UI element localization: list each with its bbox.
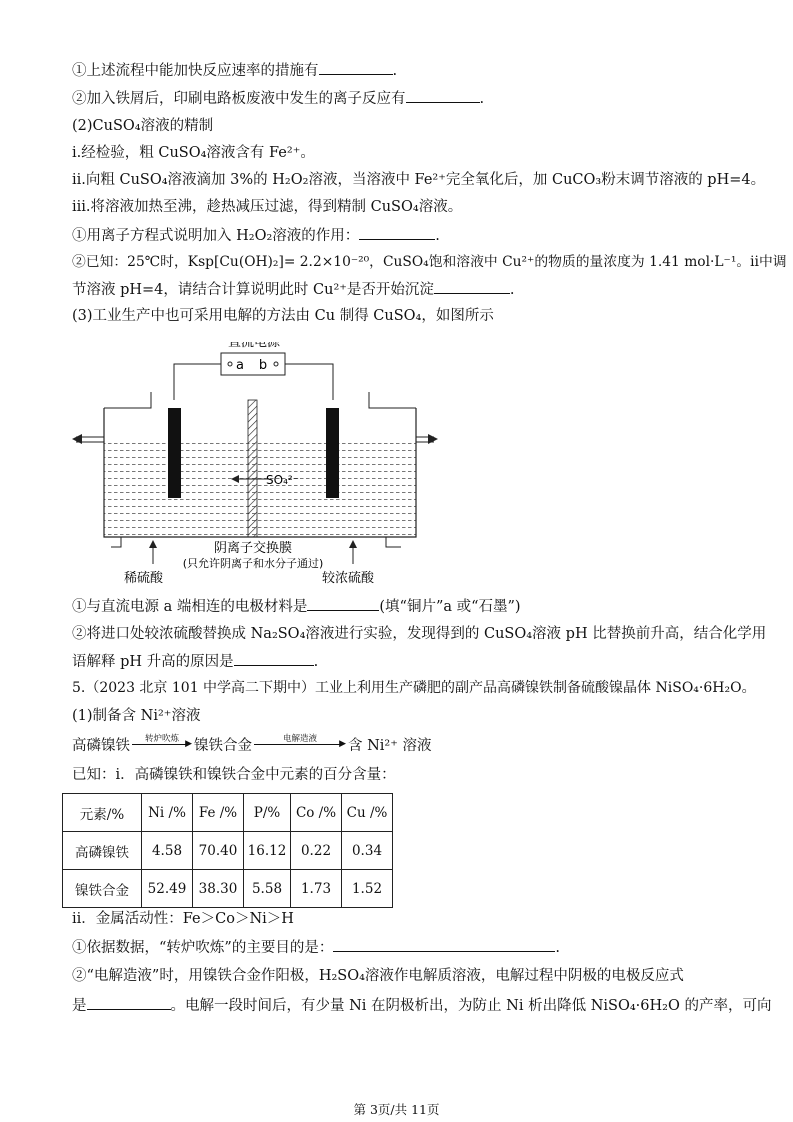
electrolysis-diagram [66, 342, 446, 592]
question-line [72, 596, 521, 617]
table-cell: 1.52 [342, 870, 393, 908]
arrow-head: ▶ [339, 739, 346, 749]
question-line: 节溶液 pH=4，请结合计算说明此时 Cu²⁺是否开始沉淀 . [72, 279, 515, 300]
right-inlet-pipe [386, 537, 401, 547]
left-lid [104, 392, 151, 408]
table-cell: 4.58 [142, 832, 193, 870]
table-cell: 38.30 [193, 870, 244, 908]
answer-blank[interactable] [359, 225, 435, 240]
question-line [72, 995, 771, 1016]
question-line: ②加入铁屑后，印刷电路板废液中发生的离子反应有 . [72, 88, 484, 109]
answer-blank[interactable] [307, 596, 379, 611]
answer-blank[interactable] [319, 60, 393, 75]
answer-blank[interactable] [434, 279, 510, 294]
question-line: ⅰ.经检验，粗 CuSO₄溶液含有 Fe²⁺。 [72, 145, 315, 161]
table-header-row [63, 794, 393, 832]
wire-right [285, 364, 333, 400]
question-line: 语解释 pH 升高的原因是 . [72, 651, 318, 672]
table-header: Cu /% [342, 794, 393, 832]
given-info: 已知：ⅰ．高磷镍铁和镍铁合金中元素的百分含量： [72, 767, 396, 783]
answer-blank[interactable] [87, 995, 171, 1010]
table-header: Co /% [291, 794, 342, 832]
flow-step2-label: 电解造液 [282, 734, 317, 744]
table-cell: 5.58 [244, 870, 291, 908]
line-text: ①上述流程中能加快反应速率的措施有 [72, 63, 319, 79]
left-inlet-pipe [111, 537, 121, 547]
flow-step1-label: 转炉吹炼 [144, 734, 179, 744]
table-header: P/% [244, 794, 291, 832]
answer-blank[interactable] [333, 937, 555, 952]
membrane-label: 阴离子交换膜 [213, 541, 293, 556]
terminal-a-label: a [236, 358, 244, 373]
arrow-head: ▶ [185, 739, 192, 749]
line-text: (填“铜片”a 或“石墨”) [379, 599, 521, 615]
line-text: 是 [72, 998, 87, 1014]
line-text: ②加入铁屑后，印刷电路板废液中发生的离子反应有 [72, 91, 406, 107]
flow-mid: 镍铁合金 [194, 738, 252, 754]
flow-end: 含 Ni²⁺ 溶液 [348, 738, 432, 754]
question-line: ②“电解造液”时，用镍铁合金作阳极，H₂SO₄溶液作电解质溶液，电解过程中阴极的电极反应式 [72, 968, 684, 984]
question-line: ⅱ.向粗 CuSO₄溶液滴加 3%的 H₂O₂溶液，当溶液中 Fe²⁺完全氧化后，加 CuCO₃粉末调节溶液的 pH=4。 [72, 172, 766, 188]
flow-start: 高磷镍铁 [72, 738, 130, 754]
table-header: Ni /% [142, 794, 193, 832]
membrane-note: (只允许阴离子和水分子通过) [182, 557, 324, 570]
arrow-shaft [132, 744, 186, 745]
line-text: 。电解一段时间后，有少量 Ni 在阴极析出，为防止 Ni 析出降低 NiSO₄·6H₂O 的产率，可向 [170, 998, 772, 1014]
section-heading: (3)工业生产中也可采用电解的方法由 Cu 制得 CuSO₄，如图所示 [72, 308, 494, 324]
page-footer: 第 3页/共 11页 [353, 1102, 440, 1117]
table-row [63, 832, 393, 870]
table-cell: 52.49 [142, 870, 193, 908]
right-electrode [326, 408, 339, 498]
table-cell: 0.34 [342, 832, 393, 870]
wire-left [174, 364, 221, 400]
question-line: ②已知：25℃时，Ksp[Cu(OH)₂]= 2.2×10⁻²⁰，CuSO₄饱和溶液中 Cu²⁺的物质的量浓度为 1.41 mol·L⁻¹。ⅱ中调 [72, 254, 787, 270]
table-cell: 1.73 [291, 870, 342, 908]
answer-blank[interactable] [234, 651, 314, 666]
table-cell: 16.12 [244, 832, 291, 870]
power-supply-label: 直流电源 [227, 342, 281, 350]
question-line: ②将进口处较浓硫酸替换成 Na₂SO₄溶液进行实验，发现得到的 CuSO₄溶液 pH 比替换前升高，结合化学用 [72, 626, 767, 642]
question-line: ⅲ.将溶液加热至沸，趁热减压过滤，得到精制 CuSO₄溶液。 [72, 199, 463, 215]
question-line: ①用离子方程式说明加入 H₂O₂溶液的作用： . [72, 225, 440, 246]
section-heading: (2)CuSO₄溶液的精制 [72, 118, 214, 134]
process-flow [72, 736, 432, 756]
flow-arrow-1 [132, 736, 192, 750]
table-header: 元素/% [63, 794, 142, 832]
electrolyte [104, 437, 416, 537]
line-text: ①用离子方程式说明加入 H₂O₂溶液的作用： [72, 228, 360, 244]
line-text: ①与直流电源 a 端相连的电极材料是 [72, 599, 308, 615]
left-inlet-arrowhead [149, 540, 157, 548]
left-inlet-label: 稀硫酸 [124, 571, 164, 586]
question-line: ①依据数据，“转炉吹炼”的主要目的是： . [72, 937, 560, 958]
given-info: ⅱ．金属活动性：Fe＞Co＞Ni＞H [72, 911, 294, 927]
line-text: ①依据数据，“转炉吹炼”的主要目的是： [72, 940, 334, 956]
right-inlet-arrowhead [349, 540, 357, 548]
composition-table [62, 793, 393, 908]
right-inlet-label: 较浓硫酸 [322, 571, 375, 586]
table-cell: 镍铁合金 [63, 870, 142, 908]
line-text: 语解释 pH 升高的原因是 [72, 654, 234, 670]
section-heading: (1)制备含 Ni²⁺溶液 [72, 708, 201, 724]
arrow-shaft [254, 744, 340, 745]
table-cell: 0.22 [291, 832, 342, 870]
right-lid [369, 392, 416, 408]
table-row [63, 870, 393, 908]
answer-blank[interactable] [406, 88, 480, 103]
table-cell: 70.40 [193, 832, 244, 870]
power-supply-box [221, 353, 285, 375]
question-title: 5.（2023 北京 101 中学高二下期中）工业上利用生产磷肥的副产品高磷镍铁制备硫酸镍晶体 NiSO₄·6H₂O。 [72, 680, 756, 696]
anion-exchange-membrane [248, 400, 257, 537]
question-line: ①上述流程中能加快反应速率的措施有 . [72, 60, 397, 81]
table-header: Fe /% [193, 794, 244, 832]
table-cell: 高磷镍铁 [63, 832, 142, 870]
line-text: 节溶液 pH=4，请结合计算说明此时 Cu²⁺是否开始沉淀 [72, 282, 434, 298]
sulfate-ion-label: SO₄²⁻ [266, 473, 300, 487]
flow-arrow-2 [254, 736, 346, 750]
left-electrode [168, 408, 181, 498]
terminal-b-label: b [258, 358, 268, 373]
